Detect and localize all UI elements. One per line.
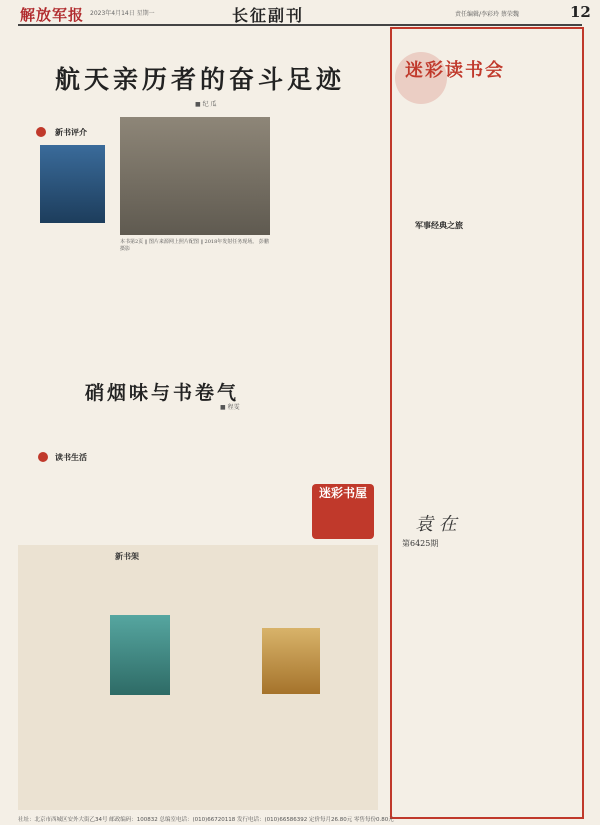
second-article-title: 硝烟味与书卷气 [85, 382, 240, 404]
red-star-icon [36, 127, 46, 137]
page-number: 12 [570, 3, 591, 21]
sidebar-intro-title: 军事经典之旅 [415, 220, 463, 230]
main-article-photo [120, 117, 270, 235]
stamp: 迷彩书屋 [312, 484, 374, 539]
footer: 社址：北京市西城区安外大街乙34号 邮政编码：100832 总编室电话：(010)66720118 发行电话：(010)66586392 定价每月26.80元 零售每份0.80元 [18, 817, 394, 823]
second-article-author: ■ 程雯 [220, 404, 240, 411]
main-article-title: 航天亲历者的奋斗足迹 [55, 65, 346, 94]
editors-line: 责任编辑/李彩玲 蔡荣魏 [455, 11, 519, 18]
sidebar-brand: 迷彩读书会 [405, 60, 505, 81]
issue-date: 2023年4月14日 星期一 [90, 10, 155, 17]
sidebar-frame [390, 27, 584, 819]
photo-caption: 本书第2页 ‖ 图片来源网上照片配图 ‖ 2018年发射任务现场。 彭鹏 摄影 [120, 239, 269, 252]
reader-notes-label: 读书生活 [55, 452, 87, 462]
main-article-author: ■ 纪 瓜 [195, 101, 217, 108]
signature: 袁 在 [415, 514, 457, 535]
red-star-icon [38, 452, 48, 462]
book-cover [110, 615, 170, 695]
book-cover [40, 145, 105, 223]
section-title: 长征副刊 [232, 6, 305, 25]
book-cover [262, 628, 320, 694]
new-book-label: 新书评介 [55, 127, 87, 137]
masthead: 解放军报 [20, 6, 85, 24]
issue-number: 第6425期 [402, 539, 439, 548]
bottom-label: 新书架 [115, 551, 139, 561]
header-rule [18, 24, 582, 26]
bottom-panel [18, 545, 378, 810]
